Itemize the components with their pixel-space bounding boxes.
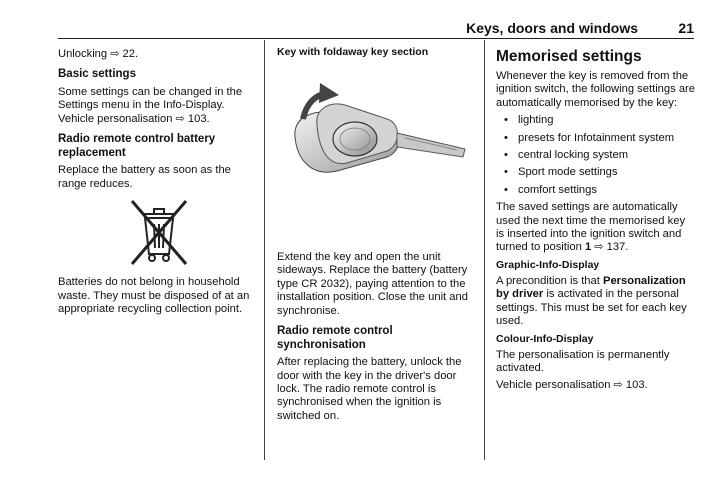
basic-settings-heading: Basic settings xyxy=(58,68,136,81)
memorised-list xyxy=(496,114,696,197)
graphic-info-display-text: A precondition is that Personalization by driver is activated in the personal settings. This must be set for each key used. xyxy=(496,274,687,328)
unlocking-ref: Unlocking ⇨ 22. xyxy=(58,48,139,60)
column-3 xyxy=(496,48,696,400)
colour-info-display-text: The personalisation is permanently activated. xyxy=(496,348,670,374)
list-item: • lighting xyxy=(496,114,696,127)
arrow-right-icon: ⇨ xyxy=(110,48,120,60)
saved-settings-text: The saved settings are automatically used the next time the memorised key is inserted into the ignition switch and turned to position 1 ⇨ 137. xyxy=(496,201,686,254)
arrow-right-icon: ⇨ xyxy=(613,379,623,392)
column-2 xyxy=(277,44,475,430)
figure-text: Extend the key and open the unit sideways. Replace the battery (battery type CR 2032), paying attention to the installation position. Close the unit and synchronise. xyxy=(277,251,468,317)
battery-replacement-heading: Radio remote control battery replacement xyxy=(58,133,216,159)
disposal-text: Batteries do not belong in household waste. They must be disposed of at an appropriate recycling collection point. xyxy=(58,276,250,316)
vehicle-personalisation-ref: Vehicle personalisation ⇨ 103. xyxy=(496,379,648,392)
chapter-title: Keys, doors and windows xyxy=(466,20,638,36)
basic-settings-text: Some settings can be changed in the Settings menu in the Info-Display. Vehicle personalisation ⇨ 103. xyxy=(58,86,243,125)
list-item: • presets for Infotainment system xyxy=(496,132,696,145)
column-divider xyxy=(484,40,485,460)
sync-text: After replacing the battery, unlock the door with the key in the driver's door lock. The radio remote control is synchronised when the ignition is switched on. xyxy=(277,356,462,422)
colour-info-display-heading: Colour-Info-Display xyxy=(496,332,594,345)
page-header xyxy=(58,18,694,39)
figure-caption: Key with foldaway key section xyxy=(277,46,429,58)
memorised-settings-title: Memorised settings xyxy=(496,48,642,65)
arrow-right-icon: ⇨ xyxy=(594,241,604,254)
sync-heading: Radio remote control synchronisation xyxy=(277,325,393,351)
list-item: • comfort settings xyxy=(496,184,696,197)
key-battery-illustration xyxy=(277,67,475,207)
list-item: • central locking system xyxy=(496,149,696,162)
memorised-intro: Whenever the key is removed from the ignition switch, the following settings are automatically memorised by the key: xyxy=(496,70,695,109)
list-item: • Sport mode settings xyxy=(496,166,696,179)
page-number: 21 xyxy=(678,20,694,36)
column-1 xyxy=(58,48,256,323)
crossed-out-bin-icon xyxy=(128,198,190,268)
graphic-info-display-heading: Graphic-Info-Display xyxy=(496,258,600,271)
battery-replacement-text: Replace the battery as soon as the range reduces. xyxy=(58,164,231,190)
arrow-right-icon: ⇨ xyxy=(175,112,185,125)
column-divider xyxy=(264,40,265,460)
